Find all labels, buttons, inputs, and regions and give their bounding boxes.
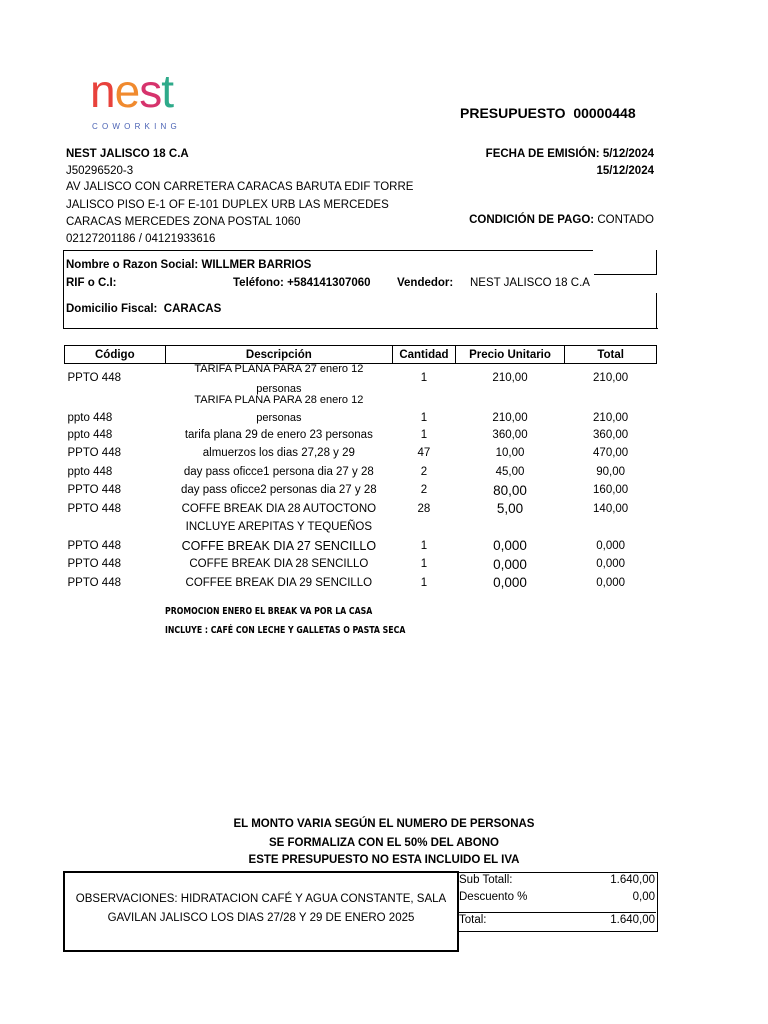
logo-tagline: COWORKING bbox=[92, 122, 181, 131]
header-quantity: Cantidad bbox=[393, 346, 456, 364]
row-description: almuerzos los dias 27,28 y 29 bbox=[202, 447, 355, 460]
row-total: 360,00 bbox=[593, 428, 629, 441]
client-name: Nombre o Razon Social: WILLMER BARRIOS bbox=[66, 259, 312, 271]
table-row bbox=[65, 463, 657, 482]
payment-value: CONTADO bbox=[597, 214, 654, 226]
logo-letter: s bbox=[139, 65, 162, 117]
row-total: 470,00 bbox=[593, 447, 629, 460]
row-total: 0,000 bbox=[596, 576, 626, 589]
row-description bbox=[165, 362, 392, 395]
logo-letter: t bbox=[161, 65, 173, 117]
row-code: PPTO 448 bbox=[67, 502, 121, 515]
row-code: ppto 448 bbox=[67, 428, 113, 441]
table-row bbox=[65, 392, 657, 426]
payment-label: CONDICIÓN DE PAGO: bbox=[469, 214, 595, 226]
company-phones: 02127201186 / 04121933616 bbox=[66, 233, 216, 245]
row-description: tarifa plana 29 de enero 23 personas bbox=[184, 428, 373, 441]
logo-letter: n bbox=[90, 65, 115, 117]
subtotal-label: Sub Totall: bbox=[459, 874, 513, 886]
promo-line-1: PROMOCION ENERO EL BREAK VA POR LA CASA bbox=[165, 606, 373, 617]
total-label: Total: bbox=[459, 914, 487, 926]
row-code: PPTO 448 bbox=[67, 484, 121, 497]
row-code: PPTO 448 bbox=[67, 558, 121, 571]
row-quantity: 2 bbox=[420, 484, 428, 497]
row-total: 90,00 bbox=[596, 465, 626, 478]
table-row bbox=[65, 500, 657, 519]
total-value: 1.640,00 bbox=[610, 914, 655, 926]
row-quantity: 1 bbox=[420, 576, 428, 589]
row-description bbox=[165, 392, 392, 426]
client-box-top-tick bbox=[594, 274, 656, 275]
subtotal-value: 1.640,00 bbox=[610, 874, 655, 886]
row-code: PPTO 448 bbox=[67, 576, 121, 589]
promo-line-2: INCLUYE : CAFÉ CON LECHE Y GALLETAS O PASTA SECA bbox=[165, 625, 406, 636]
table-row bbox=[65, 364, 657, 392]
row-unit-price bbox=[455, 518, 565, 537]
discount-value: 0,00 bbox=[632, 891, 655, 903]
row-total bbox=[565, 518, 657, 537]
company-address-1: AV JALISCO CON CARRETERA CARACAS BARUTA EDIF TORRE bbox=[66, 181, 414, 193]
row-description: COFFEE BREAK DIA 29 SENCILLO bbox=[185, 576, 373, 589]
document-title: PRESUPUESTO 00000448 bbox=[460, 105, 636, 121]
row-description: INCLUYE AREPITAS Y TEQUEÑOS bbox=[185, 521, 373, 534]
row-code: PPTO 448 bbox=[67, 539, 121, 552]
row-quantity bbox=[393, 518, 456, 537]
row-quantity: 1 bbox=[420, 539, 428, 552]
header-unit-price: Precio Unitario bbox=[455, 346, 565, 364]
row-description-line: personas bbox=[256, 382, 302, 395]
header-total: Total bbox=[565, 346, 657, 364]
table-row bbox=[65, 555, 657, 574]
row-unit-price: 0,000 bbox=[493, 556, 527, 572]
row-description: COFFE BREAK DIA 28 AUTOCTONO bbox=[181, 502, 377, 515]
row-description: COFFE BREAK DIA 28 SENCILLO bbox=[189, 558, 369, 571]
table-row bbox=[65, 481, 657, 500]
table-row bbox=[65, 518, 657, 537]
row-quantity: 1 bbox=[420, 411, 428, 424]
row-description-line: TARIFA PLANA PARA 27 enero 12 bbox=[194, 362, 364, 375]
header-description: Descripción bbox=[165, 346, 392, 364]
client-box-top-line bbox=[63, 250, 593, 251]
table-row bbox=[65, 537, 657, 556]
row-code: PPTO 448 bbox=[67, 371, 121, 384]
row-unit-price: 0,000 bbox=[493, 538, 527, 554]
note-line-3: ESTE PRESUPUESTO NO ESTA INCLUIDO EL IVA bbox=[248, 854, 520, 866]
company-address-3: CARACAS MERCEDES ZONA POSTAL 1060 bbox=[66, 216, 301, 228]
row-description: COFFE BREAK DIA 27 SENCILLO bbox=[181, 538, 377, 553]
client-box-right-top bbox=[656, 250, 657, 275]
row-quantity: 1 bbox=[420, 428, 428, 441]
discount-label: Descuento % bbox=[459, 891, 528, 903]
row-description-line: personas bbox=[256, 411, 302, 424]
company-address-2: JALISCO PISO E-1 OF E-101 DUPLEX URB LAS MERCEDES bbox=[66, 199, 389, 211]
row-total: 160,00 bbox=[593, 484, 629, 497]
emission-label: FECHA DE EMISIÓN: bbox=[485, 148, 600, 160]
row-unit-price: 45,00 bbox=[495, 465, 525, 478]
row-code: ppto 448 bbox=[67, 465, 113, 478]
emission-date bbox=[486, 148, 654, 160]
row-description: day pass oficce2 personas dia 27 y 28 bbox=[181, 484, 377, 497]
nest-logo bbox=[90, 64, 173, 118]
row-unit-price: 0,000 bbox=[493, 575, 527, 591]
company-name: NEST JALISCO 18 C.A bbox=[66, 148, 189, 160]
client-rif-label: RIF o C.I: bbox=[66, 277, 117, 289]
note-line-1: EL MONTO VARIA SEGÚN EL NUMERO DE PERSONAS bbox=[233, 818, 535, 830]
table-row bbox=[65, 426, 657, 445]
table-header-row bbox=[65, 346, 657, 364]
row-quantity: 47 bbox=[417, 447, 431, 460]
items-table bbox=[64, 345, 657, 592]
row-total: 0,000 bbox=[596, 558, 626, 571]
client-phone: Teléfono: +584141307060 bbox=[233, 277, 371, 289]
row-unit-price: 5,00 bbox=[496, 501, 524, 517]
second-date: 15/12/2024 bbox=[596, 165, 654, 177]
company-rif: J50296520-3 bbox=[66, 165, 134, 177]
table-row bbox=[65, 444, 657, 463]
row-unit-price: 10,00 bbox=[495, 447, 525, 460]
emission-value: 5/12/2024 bbox=[602, 148, 654, 160]
row-code bbox=[65, 518, 166, 537]
row-quantity: 2 bbox=[420, 465, 428, 478]
row-unit-price: 210,00 bbox=[492, 411, 528, 424]
row-total: 0,000 bbox=[596, 539, 626, 552]
row-description-line: TARIFA PLANA PARA 28 enero 12 bbox=[194, 393, 364, 406]
client-box-right-bottom bbox=[656, 293, 657, 328]
row-description: day pass oficce1 persona dia 27 y 28 bbox=[183, 465, 374, 478]
note-line-2: SE FORMALIZA CON EL 50% DEL ABONO bbox=[268, 837, 500, 849]
row-total: 210,00 bbox=[593, 371, 629, 384]
row-quantity: 28 bbox=[417, 502, 431, 515]
table-row bbox=[65, 574, 657, 593]
client-fiscal-address: Domicilio Fiscal: CARACAS bbox=[66, 303, 222, 315]
payment-condition bbox=[469, 214, 654, 226]
header-code: Código bbox=[65, 346, 166, 364]
row-unit-price: 210,00 bbox=[492, 371, 528, 384]
observations-line-2: GAVILAN JALISCO LOS DIAS 27/28 Y 29 DE ENERO 2025 bbox=[107, 912, 415, 924]
row-total: 140,00 bbox=[593, 502, 629, 515]
observations-line-1: OBSERVACIONES: HIDRATACION CAFÉ Y AGUA CONSTANTE, SALA bbox=[75, 893, 447, 905]
row-unit-price: 80,00 bbox=[493, 482, 527, 498]
row-quantity: 1 bbox=[420, 371, 428, 384]
row-code: PPTO 448 bbox=[67, 447, 121, 460]
row-code: ppto 448 bbox=[67, 411, 113, 424]
totals-box-separator bbox=[457, 912, 656, 913]
row-unit-price: 360,00 bbox=[492, 428, 528, 441]
seller-value: NEST JALISCO 18 C.A bbox=[470, 277, 590, 289]
logo-letter: e bbox=[114, 65, 140, 117]
row-quantity: 1 bbox=[420, 558, 428, 571]
seller-label: Vendedor: bbox=[397, 277, 454, 289]
row-total: 210,00 bbox=[593, 411, 629, 424]
